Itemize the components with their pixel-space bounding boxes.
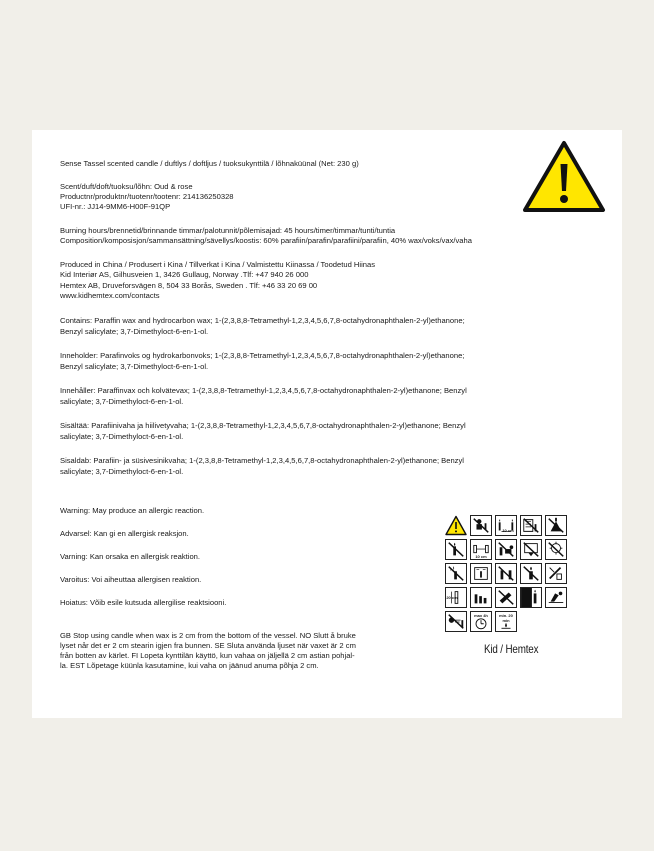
contains-se-1: Innehåller: Paraffinvax och kolvätevax; 1-(2,3,8,8-Tetramethyl-1,2,3,4,5,6,7,8-octahydronaphthalen-2-yl)ethanone; Benzyl xyxy=(60,386,467,395)
contains-est-1: Sisaldab: Parafiin- ja süsivesinikvaha; 1-(2,3,8,8-Tetramethyl-1,2,3,4,5,6,7,8-octahydronaphthalen-2-yl)ethanone; Benzyl xyxy=(60,456,464,465)
no-touch-icon xyxy=(520,539,542,560)
spacing-icon: 10 cm xyxy=(470,539,492,560)
stop-text-3: från botten av kärlet. FI Lopeta kynttilän käyttö, kun vahaa on jäljellä 2 cm astian pohjal- xyxy=(60,651,355,660)
ufi-number: UFI-nr.: JJ14-9MM6-H00F-91QP xyxy=(60,202,171,211)
stop-text-2: lyset når det er 2 cm stearin igjen fra bunnen. SE Sluta använda ljuset när vaxet är 2 cm xyxy=(60,641,356,650)
product-label xyxy=(32,130,622,718)
composition: Composition/komposisjon/sammansättning/sävellys/koostis: 60% parafiin/parafin/parafiini/parafiin, 40% wax/voks/vax/vaha xyxy=(60,236,472,245)
warning-no: Advarsel: Kan gi en allergisk reaksjon. xyxy=(60,529,189,538)
no-extinguish-icon xyxy=(495,587,517,608)
stop-text-4: la. EST Lõpetage küünla kasutamine, kui vaha on jäänud anuma põhja 2 cm. xyxy=(60,661,319,670)
warning-icon xyxy=(445,515,467,536)
warning-est: Hoiatus: Võib esile kutsuda allergilise reaktsiooni. xyxy=(60,598,227,607)
contains-se-2: salicylate; 3,7-Dimethyloct-6-en-1-ol. xyxy=(60,397,184,406)
warning-se: Varning: Kan orsaka en allergisk reaktion. xyxy=(60,552,200,561)
kid-address: Kid Interiør AS, Gilhusveien 1, 3426 Gullaug, Norway .Tlf: +47 940 26 000 xyxy=(60,270,309,279)
no-blow-icon xyxy=(445,611,467,632)
no-snuff-icon xyxy=(545,587,567,608)
min-height-icon: 20 cm xyxy=(445,587,467,608)
product-number: Productnr/produktnr/tuotenr/tootenr: 214136250328 xyxy=(60,192,234,201)
no-pets-icon xyxy=(495,539,517,560)
warning-en: Warning: May produce an allergic reaction. xyxy=(60,506,205,515)
no-water-icon xyxy=(445,563,467,584)
stop-text-1: GB Stop using candle when wax is 2 cm from the bottom of the vessel. NO Slutt å bruke xyxy=(60,631,356,640)
contains-fi-1: Sisältää: Parafiinivaha ja hiilivetyvaha; 1-(2,3,8,8-Tetramethyl-1,2,3,4,5,6,7,8-octahydronaphthalen-2-yl)ethanone; Benzyl xyxy=(60,421,466,430)
distance-icon: 10 cm xyxy=(495,515,517,536)
scent-line: Scent/duft/doft/tuoksu/lõhn: Oud & rose xyxy=(60,182,193,191)
warning-fi: Varoitus: Voi aiheuttaa allergisen reaktion. xyxy=(60,575,202,584)
no-wick-icon xyxy=(520,563,542,584)
brand-logo: Kid / Hemtex xyxy=(484,642,539,656)
no-sleep-icon xyxy=(545,539,567,560)
contains-est-2: salicylate; 3,7-Dimethyloct-6-en-1-ol. xyxy=(60,467,184,476)
contains-fi-2: salicylate; 3,7-Dimethyloct-6-en-1-ol. xyxy=(60,432,184,441)
trim-wick-icon xyxy=(545,563,567,584)
dark-icon xyxy=(520,587,542,608)
contains-no-2: Benzyl salicylate; 3,7-Dimethyloct-6-en-1-ol. xyxy=(60,362,209,371)
produced-in: Produced in China / Produsert i Kina / Tillverkat i Kina / Valmistettu Kiinassa / Toodetud Hiinas xyxy=(60,260,376,269)
contains-en-1: Contains: Paraffin wax and hydrocarbon wax; 1-(2,3,8,8-Tetramethyl-1,2,3,4,5,6,7,8-octahydronaphthalen-2-yl)ethanone; xyxy=(60,316,465,325)
no-heat-icon xyxy=(470,587,492,608)
hemtex-address: Hemtex AB, Druveforsvägen 8, 504 33 Borås, Sweden . Tlf: +46 33 20 69 00 xyxy=(60,281,318,290)
max-time-icon: max 4h xyxy=(470,611,492,632)
warning-triangle-icon xyxy=(522,140,606,214)
no-draft-icon xyxy=(520,515,542,536)
burning-hours: Burning hours/brennetid/brinnande timmar/palotunnit/põlemisajad: 45 hours/timer/timmar/tunti/tuntia xyxy=(60,226,396,235)
no-unattended-icon xyxy=(445,539,467,560)
min-time-icon: min. 20 min xyxy=(495,611,517,632)
product-title: Sense Tassel scented candle / duftlys / doftljus / tuoksukynttilä / lõhnaküünal (Net: 230 g) xyxy=(60,159,359,168)
no-flammable-icon xyxy=(545,515,567,536)
contains-no-1: Inneholder: Parafinvoks og hydrokarbonvoks; 1-(2,3,8,8-Tetramethyl-1,2,3,4,5,6,7,8-octahydronaphthalen-2-yl)ethanone; xyxy=(60,351,465,360)
no-children-icon xyxy=(470,515,492,536)
no-move-icon xyxy=(470,563,492,584)
no-burn-icon xyxy=(495,563,517,584)
contains-en-2: Benzyl salicylate; 3,7-Dimethyloct-6-en-1-ol. xyxy=(60,327,209,336)
website: www.kidhemtex.com/contacts xyxy=(60,291,160,300)
